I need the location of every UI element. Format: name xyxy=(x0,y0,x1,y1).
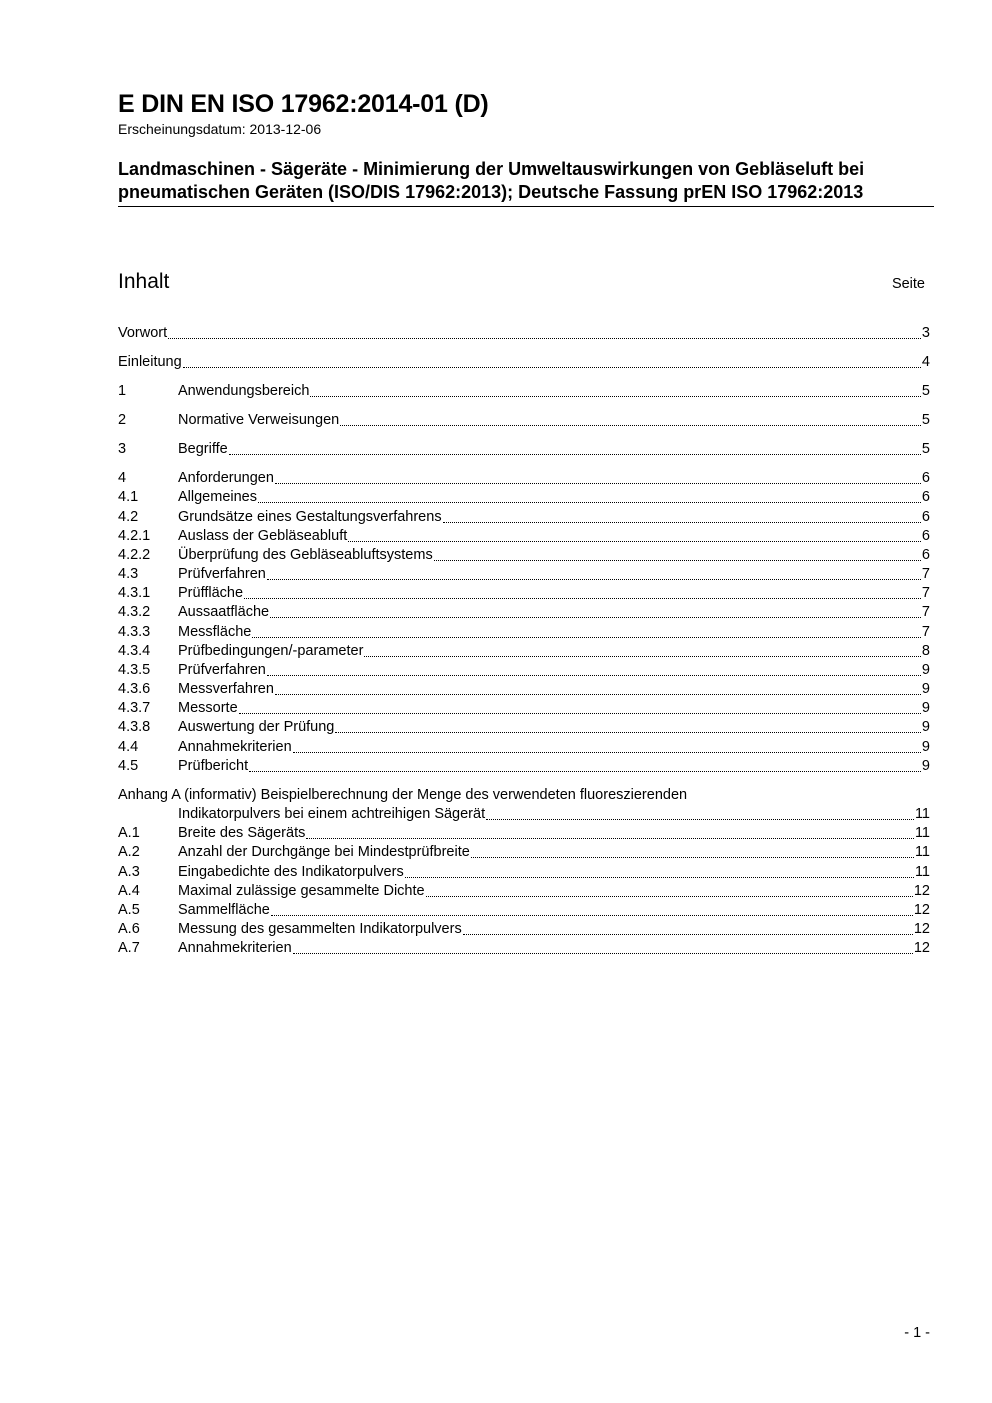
toc-leader-dots xyxy=(271,914,913,916)
toc-entry[interactable] xyxy=(118,843,930,862)
toc-entry-number: 4.3.7 xyxy=(118,700,151,716)
toc-entry-label: Indikatorpulvers bei einem achtreihigen Sägerät xyxy=(178,806,486,822)
toc-entry[interactable] xyxy=(118,411,930,430)
toc-leader-dots xyxy=(443,521,921,523)
toc-entry[interactable] xyxy=(118,603,930,622)
toc-leader-dots xyxy=(405,876,914,878)
toc-entry-number: 4.1 xyxy=(118,489,139,505)
toc-leader-dots xyxy=(471,856,914,858)
toc-entry-label: Überprüfung des Gebläseabluftsystems xyxy=(178,547,433,563)
toc-entry-page: 9 xyxy=(921,700,930,716)
toc-entry-page: 8 xyxy=(921,643,930,659)
toc-entry-label: Anforderungen xyxy=(178,470,274,486)
toc-entry-number: 4.5 xyxy=(118,758,139,774)
toc-entry-page: 11 xyxy=(914,864,930,880)
toc-entry-label: Aussaatfläche xyxy=(178,604,270,620)
toc-entry[interactable] xyxy=(118,757,930,776)
toc-entry-page: 12 xyxy=(913,902,930,918)
toc-entry-label: Annahmekriterien xyxy=(178,940,292,956)
toc-leader-dots xyxy=(293,751,921,753)
toc-leader-dots xyxy=(310,395,921,397)
toc-entry-number: 4.3 xyxy=(118,566,139,582)
toc-entry-label: Messfläche xyxy=(178,624,252,640)
toc-entry[interactable] xyxy=(118,920,930,939)
toc-entry[interactable] xyxy=(118,901,930,920)
toc-entry-page: 11 xyxy=(914,844,930,860)
toc-entry-page: 7 xyxy=(921,566,930,582)
toc-entry-label: Messorte xyxy=(178,700,238,716)
toc-entry-number: 4.3.8 xyxy=(118,719,151,735)
toc-entry-number: 4.2 xyxy=(118,509,139,525)
toc-entry-number: A.4 xyxy=(118,883,140,899)
toc-entry[interactable] xyxy=(118,863,930,882)
toc-entry[interactable] xyxy=(118,623,930,642)
toc-leader-dots xyxy=(463,933,913,935)
toc-entry-page: 12 xyxy=(913,883,930,899)
toc-entry-page: 6 xyxy=(921,509,930,525)
toc-entry[interactable] xyxy=(118,527,930,546)
toc-leader-dots xyxy=(267,578,921,580)
toc-entry-number: A.3 xyxy=(118,864,140,880)
toc-entry-page: 9 xyxy=(921,758,930,774)
toc-entry-number: 4 xyxy=(118,470,127,486)
toc-leader-dots xyxy=(267,674,921,676)
annex-title[interactable]: Anhang A (informativ) Beispielberechnung der Menge des verwendeten fluoreszierenden xyxy=(118,787,688,803)
toc-entry[interactable] xyxy=(118,488,930,507)
toc-entry-label: Anzahl der Durchgänge bei Mindestprüfbreite xyxy=(178,844,470,860)
toc-entry[interactable] xyxy=(118,661,930,680)
toc-entry[interactable] xyxy=(118,939,930,958)
toc-leader-dots xyxy=(244,597,921,599)
toc-entry-label: Prüfverfahren xyxy=(178,662,266,678)
toc-entry-label: Begriffe xyxy=(178,441,228,457)
toc-entry[interactable] xyxy=(118,738,930,757)
toc-leader-dots xyxy=(252,636,921,638)
toc-leader-dots xyxy=(348,540,921,542)
toc-entry[interactable] xyxy=(118,546,930,565)
toc-entry-number: A.5 xyxy=(118,902,140,918)
toc-entry[interactable] xyxy=(118,882,930,901)
toc-entry[interactable] xyxy=(118,353,930,372)
toc-entry[interactable] xyxy=(118,824,930,843)
toc-entry[interactable] xyxy=(118,324,930,343)
toc-entry-label: Allgemeines xyxy=(178,489,257,505)
toc-entry-label: Prüfbericht xyxy=(178,758,249,774)
toc-leader-dots xyxy=(249,770,921,772)
toc-entry-label: Messung des gesammelten Indikatorpulvers xyxy=(178,921,462,937)
toc-leader-dots xyxy=(270,616,921,618)
toc-entry-label: Grundsätze eines Gestaltungsverfahrens xyxy=(178,509,442,525)
toc-entry-label: Messverfahren xyxy=(178,681,274,697)
toc-entry-number: 4.2.1 xyxy=(118,528,151,544)
toc-entry-label: Anwendungsbereich xyxy=(178,383,310,399)
toc-entry-page: 9 xyxy=(921,681,930,697)
toc-entry-page: 11 xyxy=(914,806,930,822)
toc-entry[interactable] xyxy=(118,382,930,401)
toc-entry-page: 11 xyxy=(914,825,930,841)
toc-entry-number: 4.3.3 xyxy=(118,624,151,640)
toc-entry-label: Einleitung xyxy=(118,354,182,370)
toc-entry-label: Prüfverfahren xyxy=(178,566,266,582)
toc-entry-page: 6 xyxy=(921,528,930,544)
toc-entry[interactable] xyxy=(118,440,930,459)
issue-date: Erscheinungsdatum: 2013-12-06 xyxy=(118,121,322,137)
toc-leader-dots xyxy=(239,712,921,714)
toc-leader-dots xyxy=(340,424,921,426)
toc-entry[interactable] xyxy=(118,642,930,661)
toc-leader-dots xyxy=(168,337,921,339)
toc-entry[interactable] xyxy=(118,718,930,737)
toc-entry-number: 2 xyxy=(118,412,127,428)
toc-entry-number: 4.2.2 xyxy=(118,547,151,563)
toc-entry-page: 12 xyxy=(913,940,930,956)
toc-entry[interactable] xyxy=(118,565,930,584)
toc-entry-number: 3 xyxy=(118,441,127,457)
toc-entry-number: A.7 xyxy=(118,940,140,956)
toc-entry-number: A.6 xyxy=(118,921,140,937)
toc-entry-number: 1 xyxy=(118,383,127,399)
toc-entry-number: 4.3.1 xyxy=(118,585,151,601)
toc-leader-dots xyxy=(293,952,913,954)
toc-entry-page: 5 xyxy=(921,383,930,399)
toc-entry-page: 6 xyxy=(921,547,930,563)
toc-leader-dots xyxy=(183,366,921,368)
toc-entry-page: 7 xyxy=(921,604,930,620)
toc-entry[interactable] xyxy=(118,469,930,488)
toc-entry-annex[interactable] xyxy=(118,805,930,824)
toc-leader-dots xyxy=(306,837,914,839)
page-number: - 1 - xyxy=(904,1325,930,1341)
toc-entry-label: Sammelfläche xyxy=(178,902,270,918)
toc-entry-label: Auswertung der Prüfung xyxy=(178,719,335,735)
toc-leader-dots xyxy=(434,559,921,561)
toc-leader-dots xyxy=(426,895,913,897)
toc-entry-label: Vorwort xyxy=(118,325,168,341)
toc-entry-number: 4.3.5 xyxy=(118,662,151,678)
toc-entry-label: Prüfbedingungen/-parameter xyxy=(178,643,364,659)
toc-heading: Inhalt xyxy=(118,270,170,293)
toc-leader-dots xyxy=(486,818,914,820)
toc-entry-page: 3 xyxy=(921,325,930,341)
toc-leader-dots xyxy=(229,453,921,455)
toc-entry-label: Breite des Sägeräts xyxy=(178,825,306,841)
toc-entry-number: 4.3.6 xyxy=(118,681,151,697)
toc-entry-number: 4.4 xyxy=(118,739,139,755)
toc-entry-number: 4.3.2 xyxy=(118,604,151,620)
toc-entry-number: A.2 xyxy=(118,844,140,860)
toc-entry[interactable] xyxy=(118,508,930,527)
toc-entry-page: 9 xyxy=(921,719,930,735)
toc-entry-label: Annahmekriterien xyxy=(178,739,292,755)
toc-leader-dots xyxy=(364,655,921,657)
toc-entry-page: 7 xyxy=(921,624,930,640)
toc-entry-label: Normative Verweisungen xyxy=(178,412,340,428)
toc-leader-dots xyxy=(275,693,921,695)
toc-entry[interactable] xyxy=(118,584,930,603)
toc-leader-dots xyxy=(275,482,921,484)
toc-entry-page: 7 xyxy=(921,585,930,601)
toc-entry-page: 12 xyxy=(913,921,930,937)
toc-entry-label: Eingabedichte des Indikatorpulvers xyxy=(178,864,404,880)
toc-leader-dots xyxy=(335,731,921,733)
toc-entry-page: 6 xyxy=(921,489,930,505)
toc-entry[interactable] xyxy=(118,699,930,718)
toc-entry-page: 9 xyxy=(921,662,930,678)
toc-entry-label: Auslass der Gebläseabluft xyxy=(178,528,348,544)
page-column-label: Seite xyxy=(891,276,925,292)
toc-entry-page: 9 xyxy=(921,739,930,755)
document-subject: Landmaschinen - Sägeräte - Minimierung der Umweltauswirkungen von Gebläseluft bei pneumatischen Geräten (ISO/DIS 17962:2013); Deutsche Fassung prEN ISO 17962:2013 xyxy=(118,158,934,207)
toc-entry-number: A.1 xyxy=(118,825,140,841)
toc-leader-dots xyxy=(258,501,921,503)
toc-entry-page: 5 xyxy=(921,441,930,457)
toc-entry-page: 6 xyxy=(921,470,930,486)
toc-entry-page: 5 xyxy=(921,412,930,428)
toc-entry-number: 4.3.4 xyxy=(118,643,151,659)
toc-entry[interactable] xyxy=(118,680,930,699)
toc-entry-label: Prüffläche xyxy=(178,585,244,601)
toc-entry-label: Maximal zulässige gesammelte Dichte xyxy=(178,883,425,899)
toc-entry-page: 4 xyxy=(921,354,930,370)
document-title: E DIN EN ISO 17962:2014-01 (D) xyxy=(118,90,489,118)
